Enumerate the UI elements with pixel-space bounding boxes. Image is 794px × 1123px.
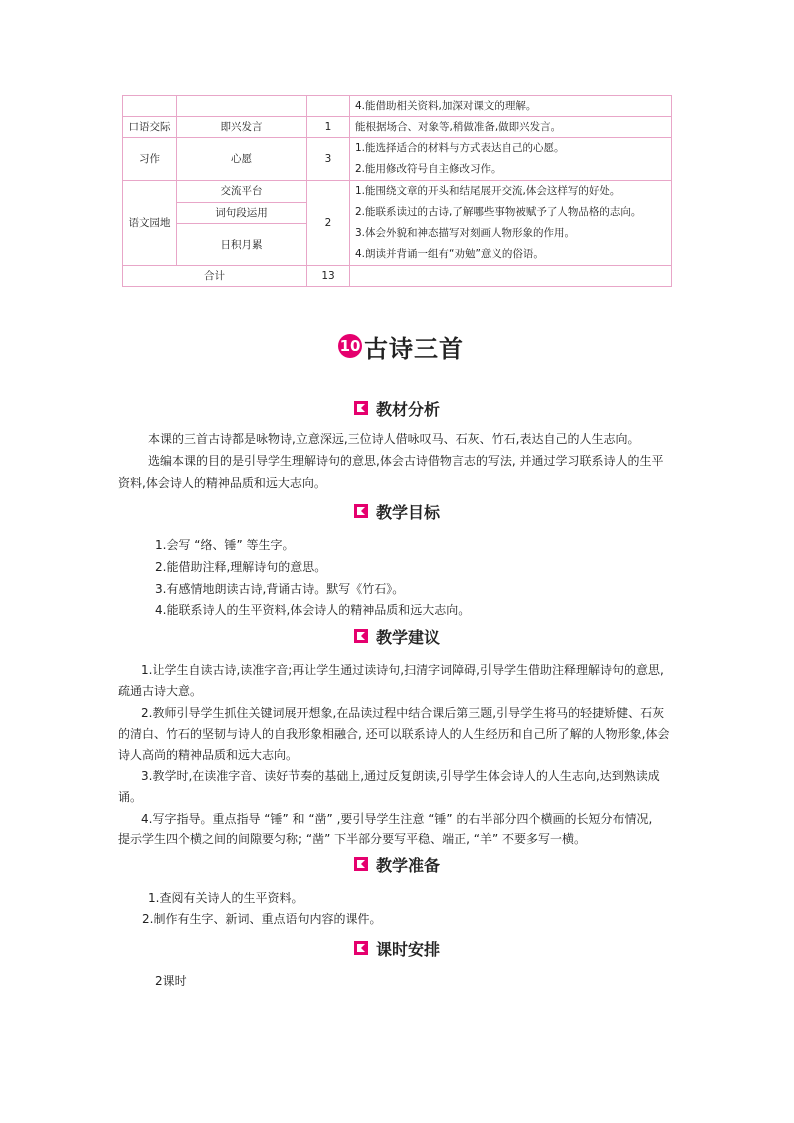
list-item: 3.有感情地朗读古诗,背诵古诗。默写《竹石》。 <box>155 582 405 596</box>
list-item: 2.能借助注释,理解诗句的意思。 <box>155 560 327 574</box>
bookmark-icon <box>352 627 370 645</box>
goal-line: 2.能用修改符号自主修改习作。 <box>355 163 502 175</box>
table-cell <box>177 96 307 117</box>
paragraph-line: 4.写字指导。重点指导 “锤” 和 “凿” ,要引导学生注意 “锤” 的右半部分四个横画的长短分布情况, <box>141 812 653 826</box>
table-cell: 即兴发言 <box>177 117 307 138</box>
section-heading-goals <box>352 500 440 522</box>
table-row <box>123 96 672 117</box>
table-total-label: 合计 <box>123 266 307 287</box>
list-item: 1.查阅有关诗人的生平资料。 <box>148 891 304 905</box>
paragraph-line: 诵。 <box>118 790 143 804</box>
table-cell: 日积月累 <box>177 224 307 266</box>
paragraph-line: 1.让学生自读古诗,读准字音;再让学生通过读诗句,扫清字词障碍,引导学生借助注释理解诗句的意思, <box>141 663 664 677</box>
section-label: 教学目标 <box>376 502 441 522</box>
table-cell-goal <box>350 181 672 266</box>
bookmark-icon <box>352 399 370 417</box>
section-heading-analysis <box>352 397 440 419</box>
table-cell <box>350 266 672 287</box>
paragraph: 资料,体会诗人的精神品质和远大志向。 <box>118 476 326 490</box>
table-cell-goal: 能根据场合、对象等,稍做准备,做即兴发言。 <box>350 117 672 138</box>
paragraph-line: 疏通古诗大意。 <box>118 684 203 698</box>
table-cell: 习作 <box>123 138 177 181</box>
table-cell <box>123 96 177 117</box>
bookmark-icon <box>352 939 370 957</box>
bookmark-icon <box>352 855 370 873</box>
section-label: 教学准备 <box>376 855 441 875</box>
table-total-hours: 13 <box>307 266 350 287</box>
list-item: 4.能联系诗人的生平资料,体会诗人的精神品质和远大志向。 <box>155 603 471 617</box>
table-cell: 3 <box>307 138 350 181</box>
section-heading-schedule <box>352 937 440 959</box>
section-label: 课时安排 <box>376 939 441 959</box>
table-cell-goal: 4.能借助相关资料,加深对课文的理解。 <box>350 96 672 117</box>
paragraph-line: 3.教学时,在读准字音、读好节奏的基础上,通过反复朗读,引导学生体会诗人的人生志向,达到熟读成 <box>141 769 660 783</box>
list-item: 1.会写 “络、锤” 等生字。 <box>155 538 295 552</box>
table-row <box>123 117 672 138</box>
lesson-title <box>338 330 464 362</box>
goal-line: 4.朗读并背诵一组有“劝勉”意义的俗语。 <box>355 248 544 260</box>
lesson-plan-table <box>122 95 672 287</box>
paragraph-line: 提示学生四个横之间的间隙要匀称; “凿” 下半部分要写平稳、端正, “羊” 不要多写一横。 <box>118 832 586 846</box>
paragraph: 本课的三首古诗都是咏物诗,立意深远,三位诗人借咏叹马、石灰、竹石,表达自己的人生志向。 <box>148 432 640 446</box>
paragraph-line: 的清白、竹石的坚韧与诗人的自我形象相融合, 还可以联系诗人的人生经历和自己所了解的人物形象,体会 <box>118 727 670 741</box>
table-cell <box>307 96 350 117</box>
bookmark-icon <box>352 502 370 520</box>
goal-line: 1.能围绕文章的开头和结尾展开交流,体会这样写的好处。 <box>355 185 621 197</box>
lesson-number-badge: 10 <box>338 334 362 358</box>
list-item: 2.制作有生字、新词、重点语句内容的课件。 <box>142 912 382 926</box>
table-cell: 交流平台 <box>177 181 307 203</box>
section-label: 教学建议 <box>376 627 441 647</box>
table-cell: 语文园地 <box>123 181 177 266</box>
table-row-total <box>123 266 672 287</box>
schedule-text: 2课时 <box>155 974 187 988</box>
section-heading-suggestions <box>352 625 440 647</box>
lesson-name: 古诗三首 <box>364 334 464 363</box>
paragraph: 选编本课的目的是引导学生理解诗句的意思,体会古诗借物言志的写法, 并通过学习联系诗人的生平 <box>148 454 664 468</box>
table-cell: 1 <box>307 117 350 138</box>
section-heading-preparation <box>352 853 440 875</box>
paragraph-line: 诗人高尚的精神品质和远大志向。 <box>118 748 299 762</box>
goal-line: 3.体会外貌和神态描写对刻画人物形象的作用。 <box>355 227 576 239</box>
goal-line: 2.能联系读过的古诗,了解哪些事物被赋予了人物品格的志向。 <box>355 206 642 218</box>
table-cell: 口语交际 <box>123 117 177 138</box>
paragraph-line: 2.教师引导学生抓住关键词展开想象,在品读过程中结合课后第三题,引导学生将马的轻捷矫健、石灰 <box>141 706 665 720</box>
table-row <box>123 181 672 203</box>
table-cell-goal <box>350 138 672 181</box>
goal-line: 1.能选择适合的材料与方式表达自己的心愿。 <box>355 142 565 154</box>
table-row <box>123 138 672 181</box>
section-label: 教材分析 <box>376 399 441 419</box>
table-cell: 心愿 <box>177 138 307 181</box>
table-cell: 词句段运用 <box>177 202 307 224</box>
table-cell: 2 <box>307 181 350 266</box>
